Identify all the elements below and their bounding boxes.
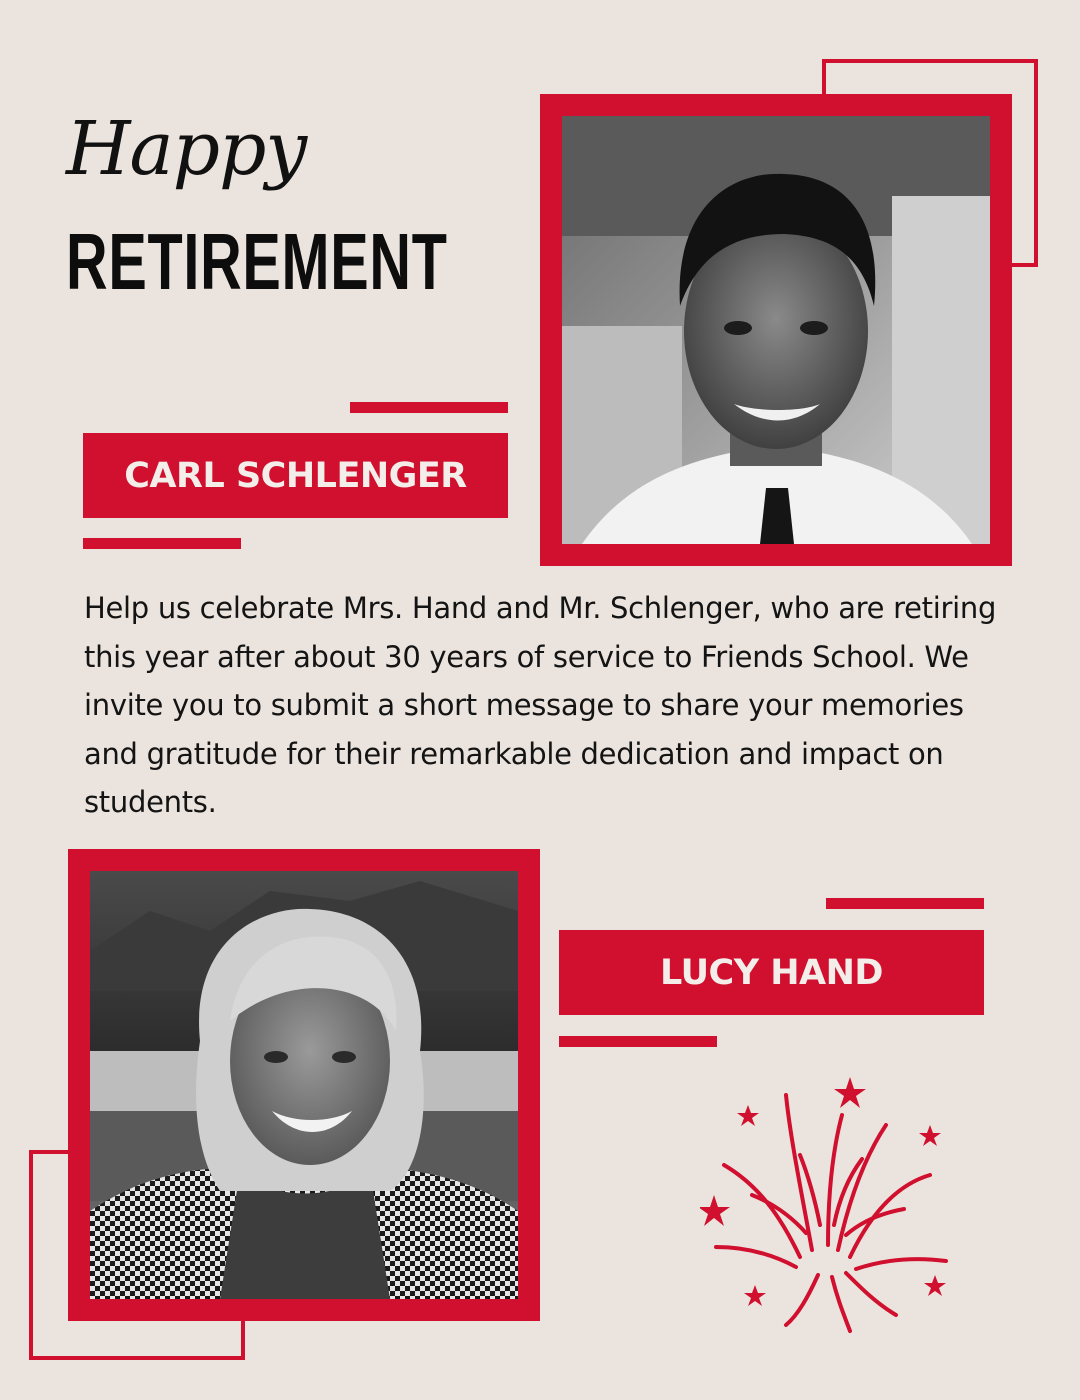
name-tag-lucy: LUCY HAND bbox=[559, 930, 984, 1015]
carl-photo bbox=[562, 116, 990, 544]
accent-bar bbox=[826, 898, 984, 909]
accent-bar bbox=[83, 538, 241, 549]
title-script: Happy bbox=[66, 106, 307, 192]
fireworks-icon bbox=[700, 1075, 965, 1335]
description-text: Help us celebrate Mrs. Hand and Mr. Schlenger, who are retiring this year after about 30 years of service to Friends School. We invite you to submit a short message to share your memories and gratitude for their remarkable dedication and impact on students. bbox=[84, 591, 997, 819]
accent-bar bbox=[350, 402, 508, 413]
lucy-photo-frame bbox=[68, 849, 540, 1321]
accent-bar bbox=[559, 1036, 717, 1047]
lucy-photo bbox=[90, 871, 518, 1299]
page-title: RETIREMENT bbox=[66, 217, 448, 306]
carl-photo-frame bbox=[540, 94, 1012, 566]
name-tag-carl: CARL SCHLENGER bbox=[83, 433, 508, 518]
